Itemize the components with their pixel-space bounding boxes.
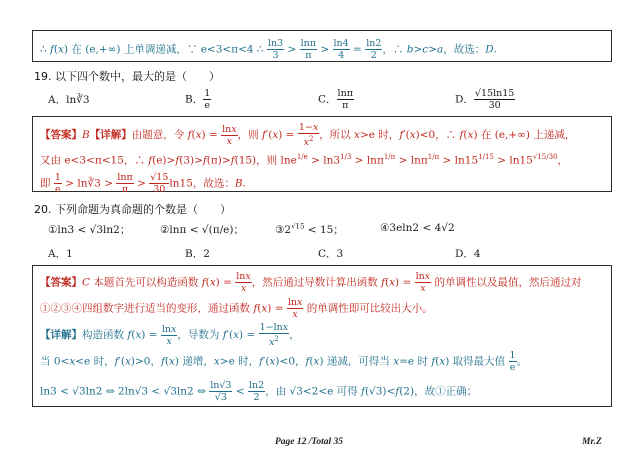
q20-statement-2: ②lnπ < √(π/e)； xyxy=(160,224,244,236)
q20-statement-3: $③2^{√15} < 15$； xyxy=(275,222,344,236)
q20-option-c: C．3 xyxy=(318,248,344,260)
q20-detail-line-2: 当 0<x<e 时，f′(x)>0，f(x) 递增，x>e 时，f′(x)<0，f(x) 递减，可得当 x=e 时 f(x) 取得最大值 $\frac{1}{e}$ 。 xyxy=(40,350,528,373)
previous-answer-line: ∴ f(x) 在 (e,+∞) 上单调递减，∵ e<3<π<4 ∴ $\frac{\ln 3}{3}$ > $\frac{\ln\pi}{\pi}$ > $\frac{\ln 4}{4}$ = $\frac{\ln 2}{2}$ ，∴ b>c>a，故选：D. xyxy=(40,38,498,61)
q20-detail-line-1: 【详解】构造函数 f(x) = $\frac{\ln x}{x}$ ，导数为 f′(x) = $\frac{1-\ln x}{x^2}$ ， xyxy=(40,322,300,349)
q19-answer-line-3: 即 $\frac{1}{e}$ > ln∛3 > $\frac{\ln\pi}{\pi}$ > $\frac{√15}{30}$ ln15，故选：B. xyxy=(40,172,246,195)
question-19-title: 19. 以下四个数中，最大的是（ ） xyxy=(34,70,220,83)
q19-answer-line-1: 【答案】B【详解】由题意，令 f(x) = $\frac{\ln x}{x}$ ，则 f′(x) = $\frac{1-x}{x^2}$ ，所以 x>e 时，f′(x)<0，∴ f(x) 在 (e,+∞) 上递减， xyxy=(40,122,576,149)
q20-answer-line-2: ①②③④四组数字进行适当的变形，通过函数 f(x) = $\frac{\ln x}{x}$ 的单调性即可比较出大小。 xyxy=(40,297,433,320)
q19-answer-line-2: 又由 e<3<π<15，∴ f(e)>f(3)>f(π)>f(15)，则 $\ln e^{1/e} > \ln 3^{1/3} > \ln\pi^{1/\pi} > \ln\pi^{1/\pi} > \ln 15^{1/15} > \ln 15^{√15/30}$， xyxy=(40,153,568,167)
q20-statement-1: ①ln3 < √3ln2； xyxy=(48,224,131,236)
q19-option-c: C． $\frac{\ln\pi}{\pi}$ xyxy=(318,88,353,111)
q20-detail-line-3: ln3 < √3ln2 ⇔ 2ln√3 < √3ln2 ⇔ $\frac{\ln√3}{√3}$ < $\frac{\ln 2}{2}$ ，由 √3<2<e 可得 f(√3)<f(2)，故①正确； xyxy=(40,380,478,403)
q20-option-b: B．2 xyxy=(185,248,210,260)
page-number: Page 12 /Total 35 xyxy=(275,437,343,447)
q20-statement-4: ④3eln2 < 4√2 xyxy=(380,222,455,234)
q20-option-d: D．4 xyxy=(455,248,481,260)
q20-option-a: A．1 xyxy=(48,248,73,260)
q20-answer-line-1: 【答案】C 本题首先可以构造函数 f(x) = $\frac{\ln x}{x}$ ，然后通过导数计算出函数 f(x) = $\frac{\ln x}{x}$ 的单调性以及最值，然后通过对 xyxy=(40,271,582,294)
q19-option-b: B． $\frac{1}{e}$ xyxy=(185,88,211,111)
author-mark: Mr.Z xyxy=(582,437,602,447)
question-20-title: 20. 下列命题为真命题的个数是（ ） xyxy=(34,203,231,216)
q19-option-d: D． $\frac{√15\ln 15}{30}$ xyxy=(455,88,515,111)
q19-option-a: A．ln∛3 xyxy=(48,94,90,106)
